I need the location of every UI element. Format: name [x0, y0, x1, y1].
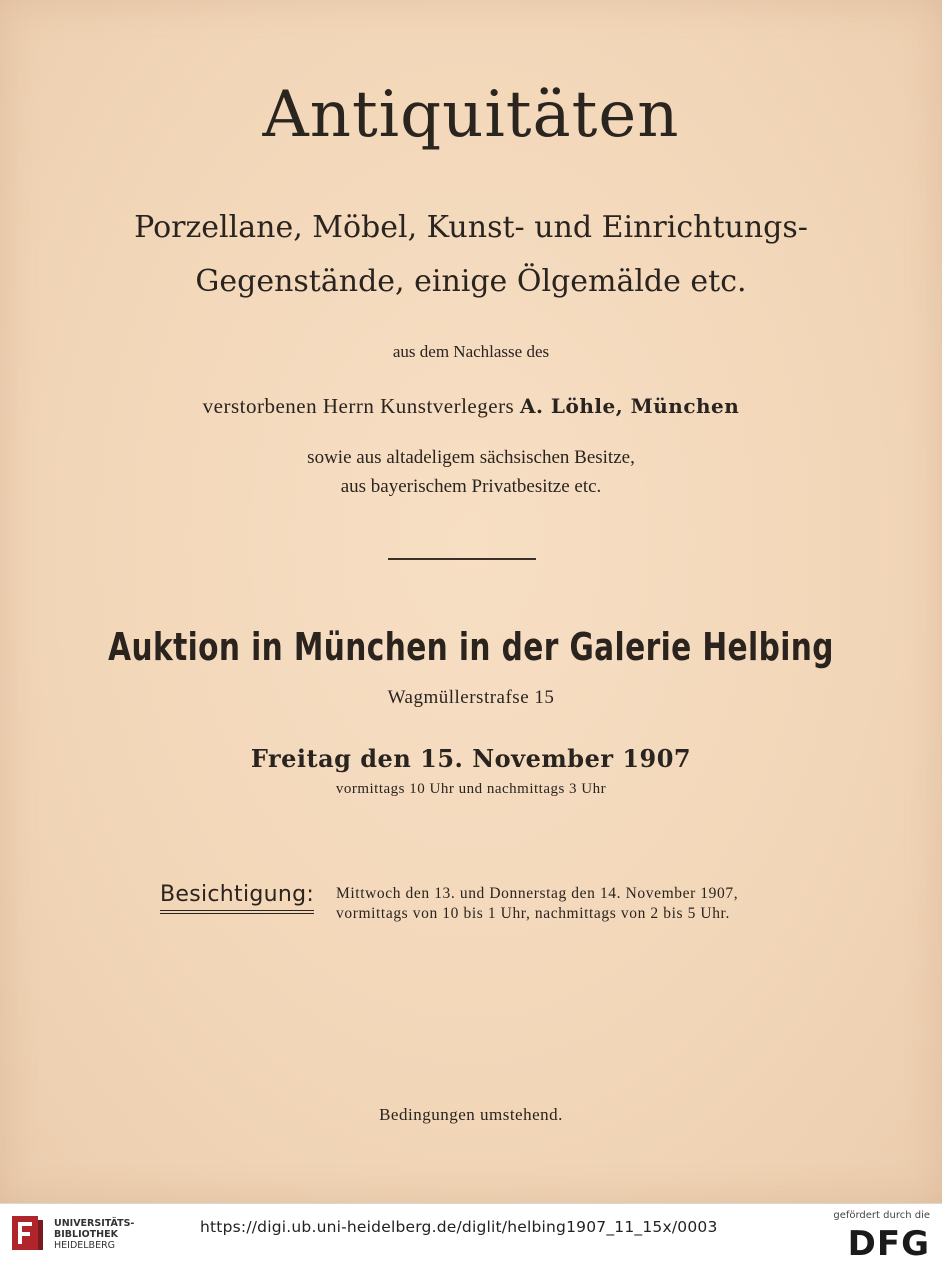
provenance-line-3: sowie aus altadeligem sächsischen Besitze,: [307, 447, 635, 468]
university-library-name: [54, 1218, 134, 1251]
auction-address: Wagmüllerstrafse 15: [387, 687, 555, 708]
section-divider: [388, 558, 536, 560]
document-title: Antiquitäten: [262, 78, 680, 152]
viewing-details: [336, 884, 738, 924]
library-line-2: BIBLIOTHEK: [54, 1229, 118, 1240]
dfg-logo[interactable]: DFG: [847, 1224, 930, 1264]
auction-heading: Auktion in München in der Galerie Helbing: [108, 625, 834, 669]
funding-caption: gefördert durch die: [833, 1210, 930, 1221]
viewing-line-1: Mittwoch den 13. und Donnerstag den 14. November 1907,: [336, 885, 739, 902]
provenance-person-prefix: verstorbenen Herrn Kunstverlegers: [202, 394, 515, 418]
conditions-note: Bedingungen umstehend.: [379, 1105, 563, 1124]
subtitle-line-1: Porzellane, Möbel, Kunst- und Einrichtungs-: [134, 210, 808, 245]
viewing-label: Besichtigung:: [160, 882, 314, 914]
auction-date: Freitag den 15. November 1907: [250, 744, 692, 773]
library-line-3: HEIDELBERG: [54, 1240, 116, 1251]
viewer-footer: [0, 1203, 942, 1269]
provenance-intro: aus dem Nachlasse des: [392, 342, 550, 361]
auction-times: vormittags 10 Uhr und nachmittags 3 Uhr: [335, 781, 607, 797]
viewing-line-2: vormittags von 10 bis 1 Uhr, nachmittags von 2 bis 5 Uhr.: [336, 905, 730, 922]
library-line-1: UNIVERSITÄTS-: [54, 1218, 135, 1229]
permalink-url[interactable]: https://digi.ub.uni-heidelberg.de/diglit/helbing1907_11_15x/0003: [200, 1218, 718, 1236]
provenance-line-4: aus bayerischem Privatbesitze etc.: [340, 476, 602, 497]
university-library-logo-icon[interactable]: [10, 1212, 46, 1256]
provenance-person-name: A. Löhle, München: [519, 394, 740, 418]
provenance-person: [0, 394, 942, 419]
subtitle-line-2: Gegenstände, einige Ölgemälde etc.: [195, 264, 747, 299]
